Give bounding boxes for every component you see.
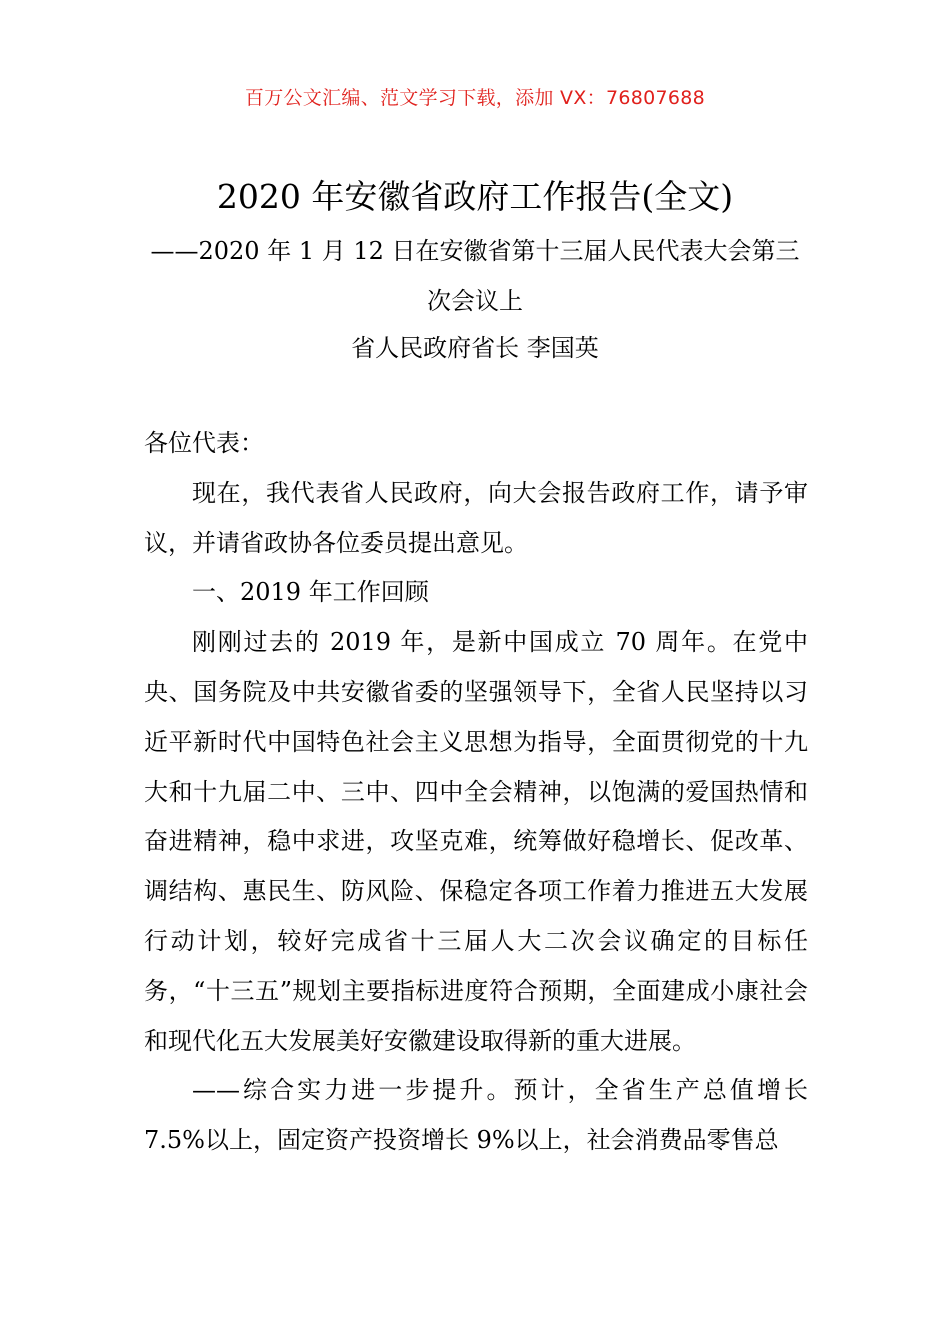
paragraph-review: 刚刚过去的 2019 年，是新中国成立 70 周年。在党中央、国务院及中共安徽省委的坚强领导下，全省人民坚持以习近平新时代中国特色社会主义思想为指导，全面贯彻党的十九大和十九届二中、三中、四中全会精神，以饱满的爱国热情和奋进精神，稳中求进，攻坚克难，统筹做好稳增长、促改革、调结构、惠民生、防风险、保稳定各项工作着力推进五大发展行动计划，较好完成省十三届人大二次会议确定的目标任务，“十三五”规划主要指标进度符合预期，全面建成小康社会和现代化五大发展美好安徽建设取得新的重大进展。	[144, 628, 808, 1055]
document-title: 2020 年安徽省政府工作报告(全文)	[216, 177, 734, 216]
document-author: 省人民政府省长 李国英	[351, 334, 599, 362]
paragraph-intro: 现在，我代表省人民政府，向大会报告政府工作，请予审议，并请省政协各位委员提出意见。	[144, 478, 808, 557]
paragraph-strength: ——综合实力进一步提升。预计，全省生产总值增长 7.5%以上，固定资产投资增长 9%以上，社会消费品零售总	[144, 1076, 808, 1155]
section-heading: 一、2019 年工作回顾	[192, 578, 429, 607]
document-body	[144, 419, 808, 1166]
salutation: 各位代表：	[144, 429, 264, 457]
document-subtitle: ——2020 年 1 月 12 日在安徽省第十三届人民代表大会第三次会议上	[150, 237, 800, 315]
header-watermark: 百万公文汇编、范文学习下载，添加 VX：76807688	[244, 87, 706, 109]
